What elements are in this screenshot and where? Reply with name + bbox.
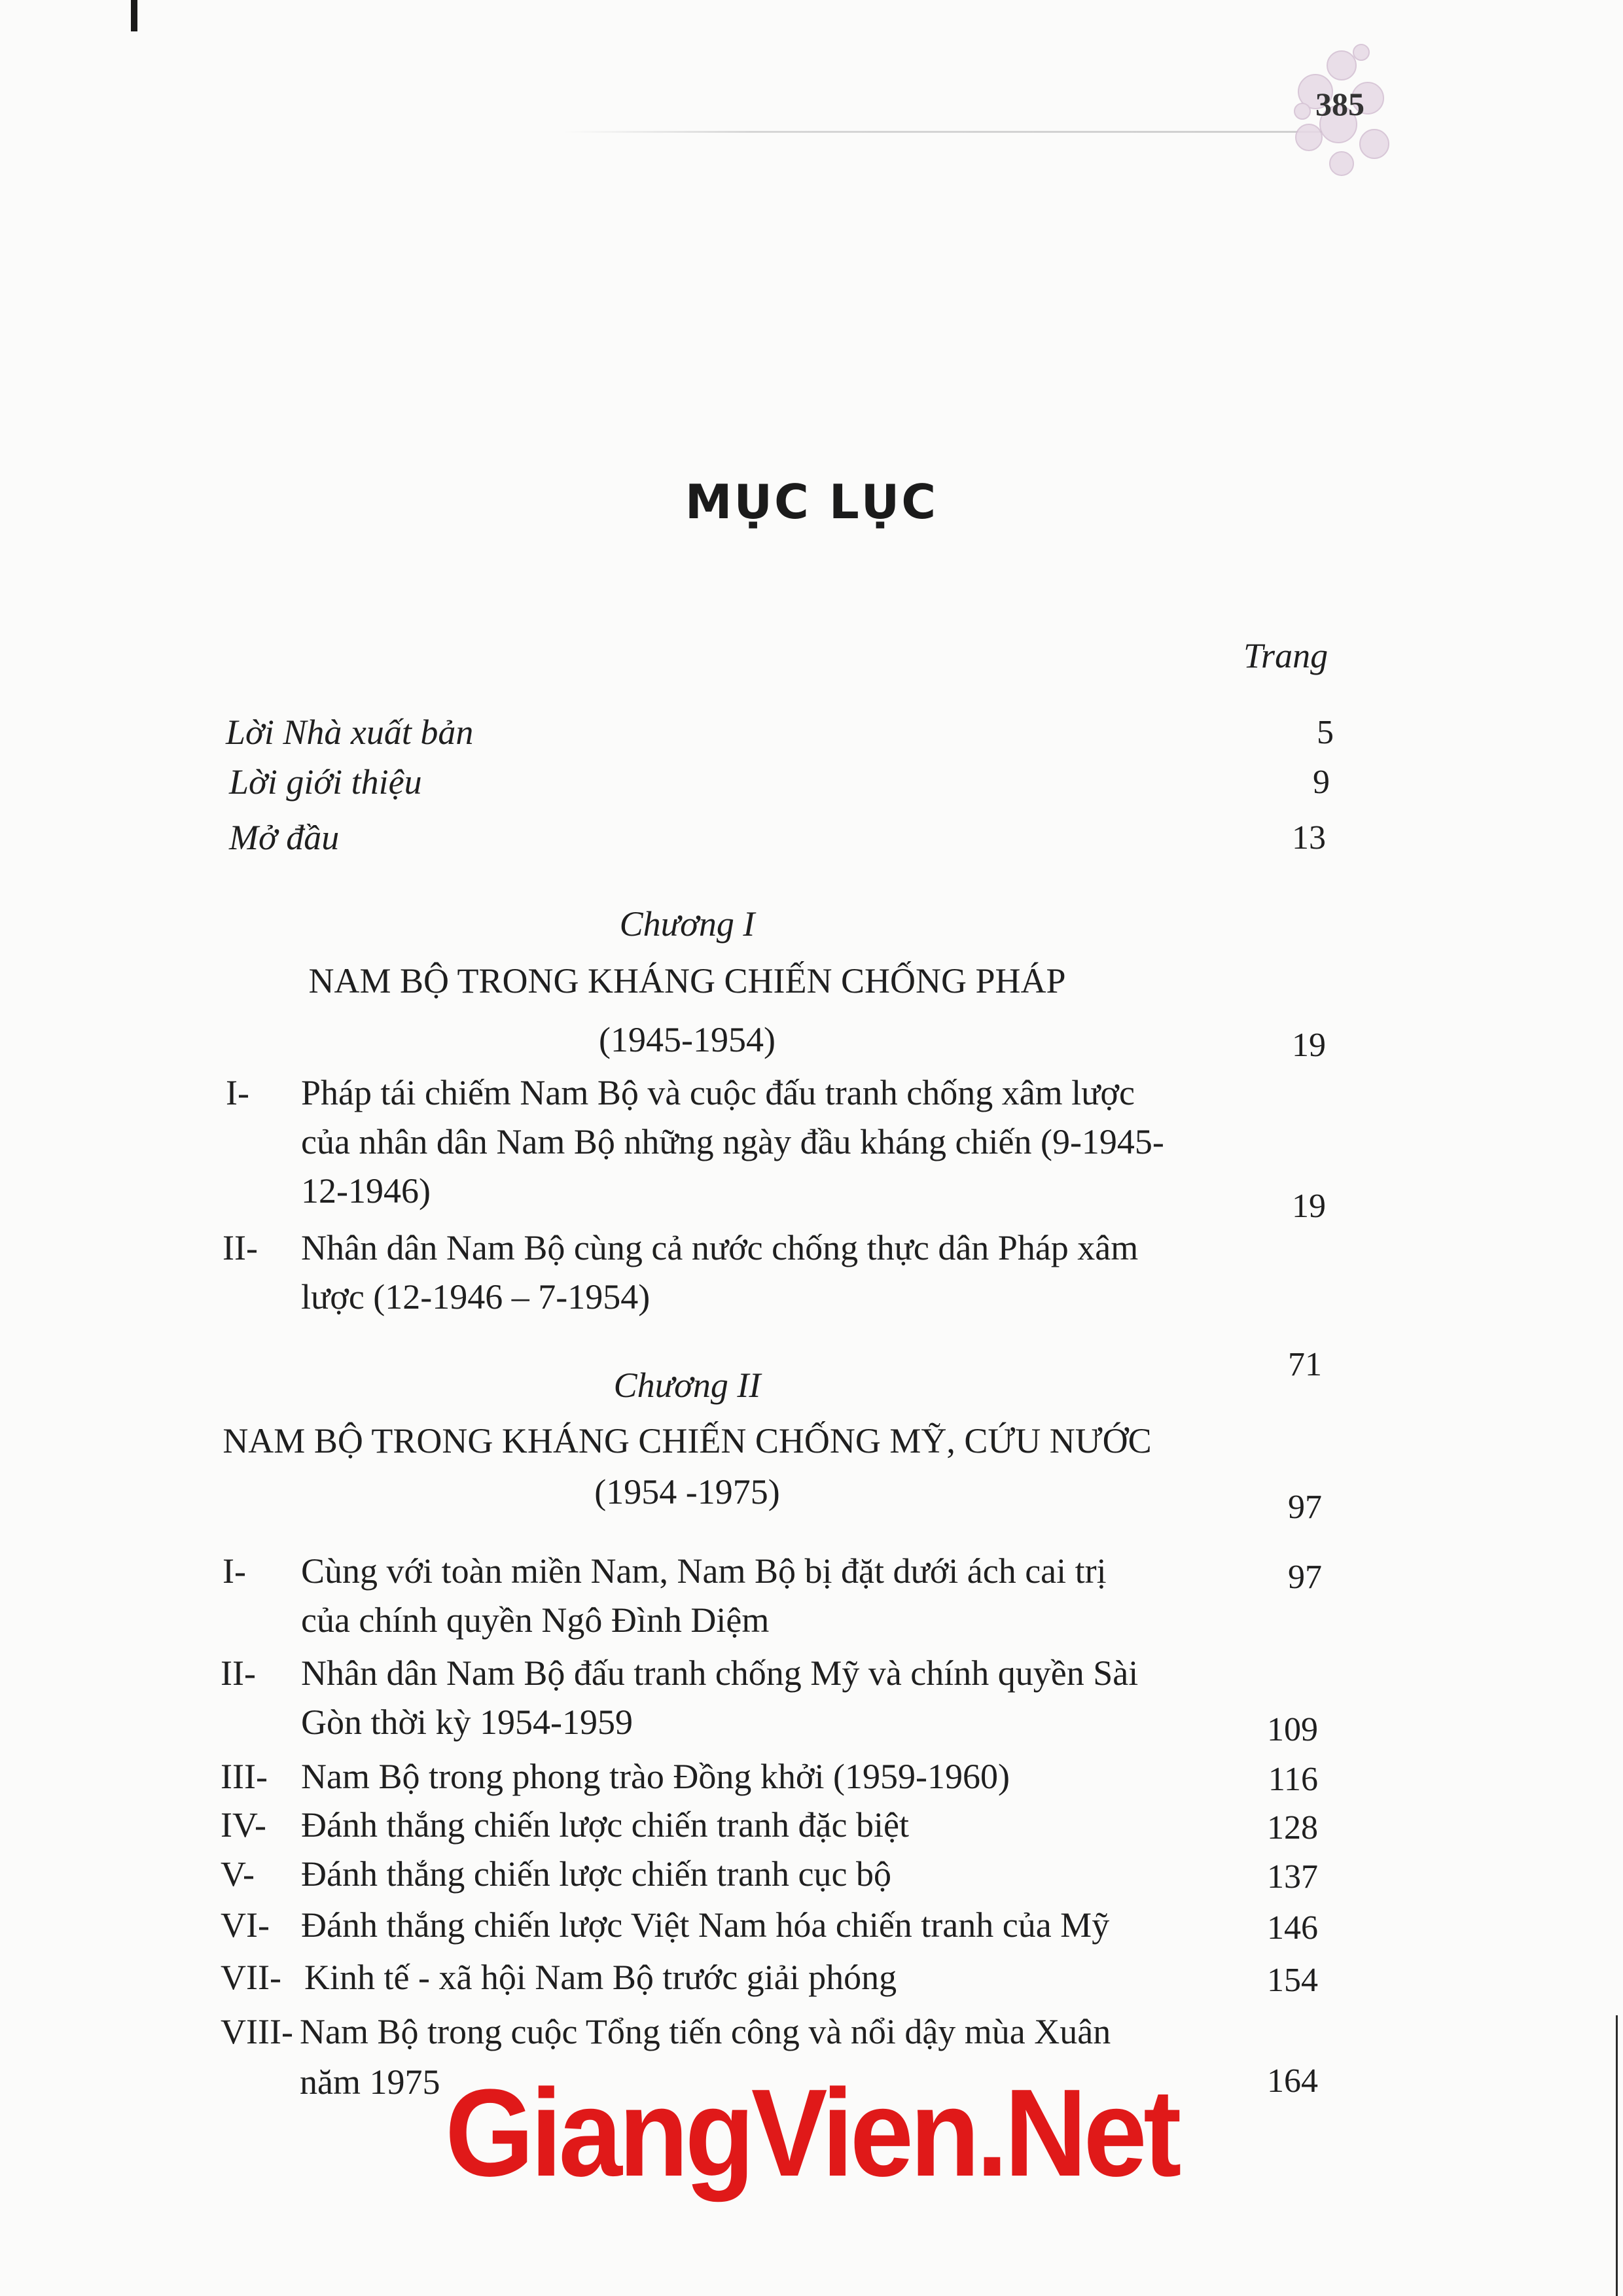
section-number: VI- (221, 1905, 270, 1945)
chapter-label: Chương I (619, 904, 755, 944)
page-number: 385 (1315, 86, 1364, 122)
section-number: VII- (221, 1958, 281, 1997)
chapter-title: NAM BỘ TRONG KHÁNG CHIẾN CHỐNG PHÁP (308, 961, 1066, 1000)
section-line: Nam Bộ trong phong trào Đồng khởi (1959-1960) (301, 1757, 1010, 1796)
section-page: 154 (1267, 1962, 1318, 1999)
section-page: 146 (1267, 1909, 1318, 1947)
section-number: V- (221, 1854, 255, 1894)
section-line: 12-1946) (301, 1171, 431, 1210)
chapter-years: (1945-1954) (599, 1020, 776, 1059)
page-title: MỤC LỤC (685, 474, 938, 529)
section-line: Đánh thắng chiến lược Việt Nam hóa chiến tranh của Mỹ (301, 1905, 1110, 1945)
section-line: Nhân dân Nam Bộ đấu tranh chống Mỹ và chính quyền Sài (301, 1653, 1139, 1693)
section-line: Nam Bộ trong cuộc Tổng tiến công và nổi dậy mùa Xuân (300, 2012, 1111, 2051)
section-page: 109 (1267, 1711, 1318, 1748)
chapter-page: 19 (1292, 1027, 1326, 1064)
chapter-page: 97 (1288, 1489, 1322, 1526)
watermark-text: GiangVien.Net (445, 2064, 1178, 2202)
section-page: 19 (1292, 1188, 1326, 1225)
header-rule (563, 131, 1322, 133)
section-line: lược (12-1946 – 7-1954) (301, 1277, 651, 1316)
page-edge-line (1616, 2015, 1618, 2296)
section-page: 137 (1267, 1858, 1318, 1896)
chapter-title: NAM BỘ TRONG KHÁNG CHIẾN CHỐNG MỸ, CỨU NƯỚC (223, 1421, 1152, 1460)
section-line: Gòn thời kỳ 1954-1959 (301, 1703, 633, 1742)
page-edge-mark (131, 0, 137, 31)
section-line: năm 1975 (300, 2062, 440, 2102)
section-line: Nhân dân Nam Bộ cùng cả nước chống thực dân Pháp xâm (301, 1228, 1139, 1267)
toc-entry-page: 5 (1317, 714, 1334, 751)
chapter-years: (1954 -1975) (594, 1472, 780, 1511)
section-line: Pháp tái chiếm Nam Bộ và cuộc đấu tranh chống xâm lược (301, 1073, 1135, 1112)
section-number: II- (221, 1653, 256, 1693)
chapter-label: Chương II (613, 1366, 761, 1405)
section-number: I- (226, 1073, 249, 1112)
section-line: của nhân dân Nam Bộ những ngày đầu kháng chiến (9-1945- (301, 1122, 1164, 1161)
section-number: III- (221, 1757, 268, 1796)
toc-entry-title: Mở đầu (229, 818, 340, 857)
section-line: của chính quyền Ngô Đình Diệm (301, 1600, 770, 1640)
section-page: 116 (1268, 1761, 1318, 1798)
section-number: I- (223, 1551, 246, 1591)
section-line: Đánh thắng chiến lược chiến tranh đặc biệt (301, 1805, 909, 1845)
section-page: 97 (1288, 1559, 1322, 1596)
toc-entry-title: Lời Nhà xuất bản (226, 713, 474, 752)
section-line: Đánh thắng chiến lược chiến tranh cục bộ (301, 1854, 891, 1894)
toc-entry-page: 9 (1313, 764, 1330, 801)
section-number: VIII- (221, 2012, 293, 2051)
section-number: II- (223, 1228, 258, 1267)
toc-entry-page: 13 (1292, 819, 1326, 857)
section-page: 164 (1267, 2062, 1318, 2100)
section-line: Kinh tế - xã hội Nam Bộ trước giải phóng (304, 1958, 897, 1997)
toc-entry-title: Lời giới thiệu (229, 762, 422, 802)
section-page: 128 (1267, 1809, 1318, 1846)
page-column-header: Trang (1243, 636, 1329, 675)
section-line: Cùng với toàn miền Nam, Nam Bộ bị đặt dưới ách cai trị (301, 1551, 1107, 1591)
section-page: 71 (1288, 1346, 1322, 1383)
section-number: IV- (221, 1805, 267, 1845)
